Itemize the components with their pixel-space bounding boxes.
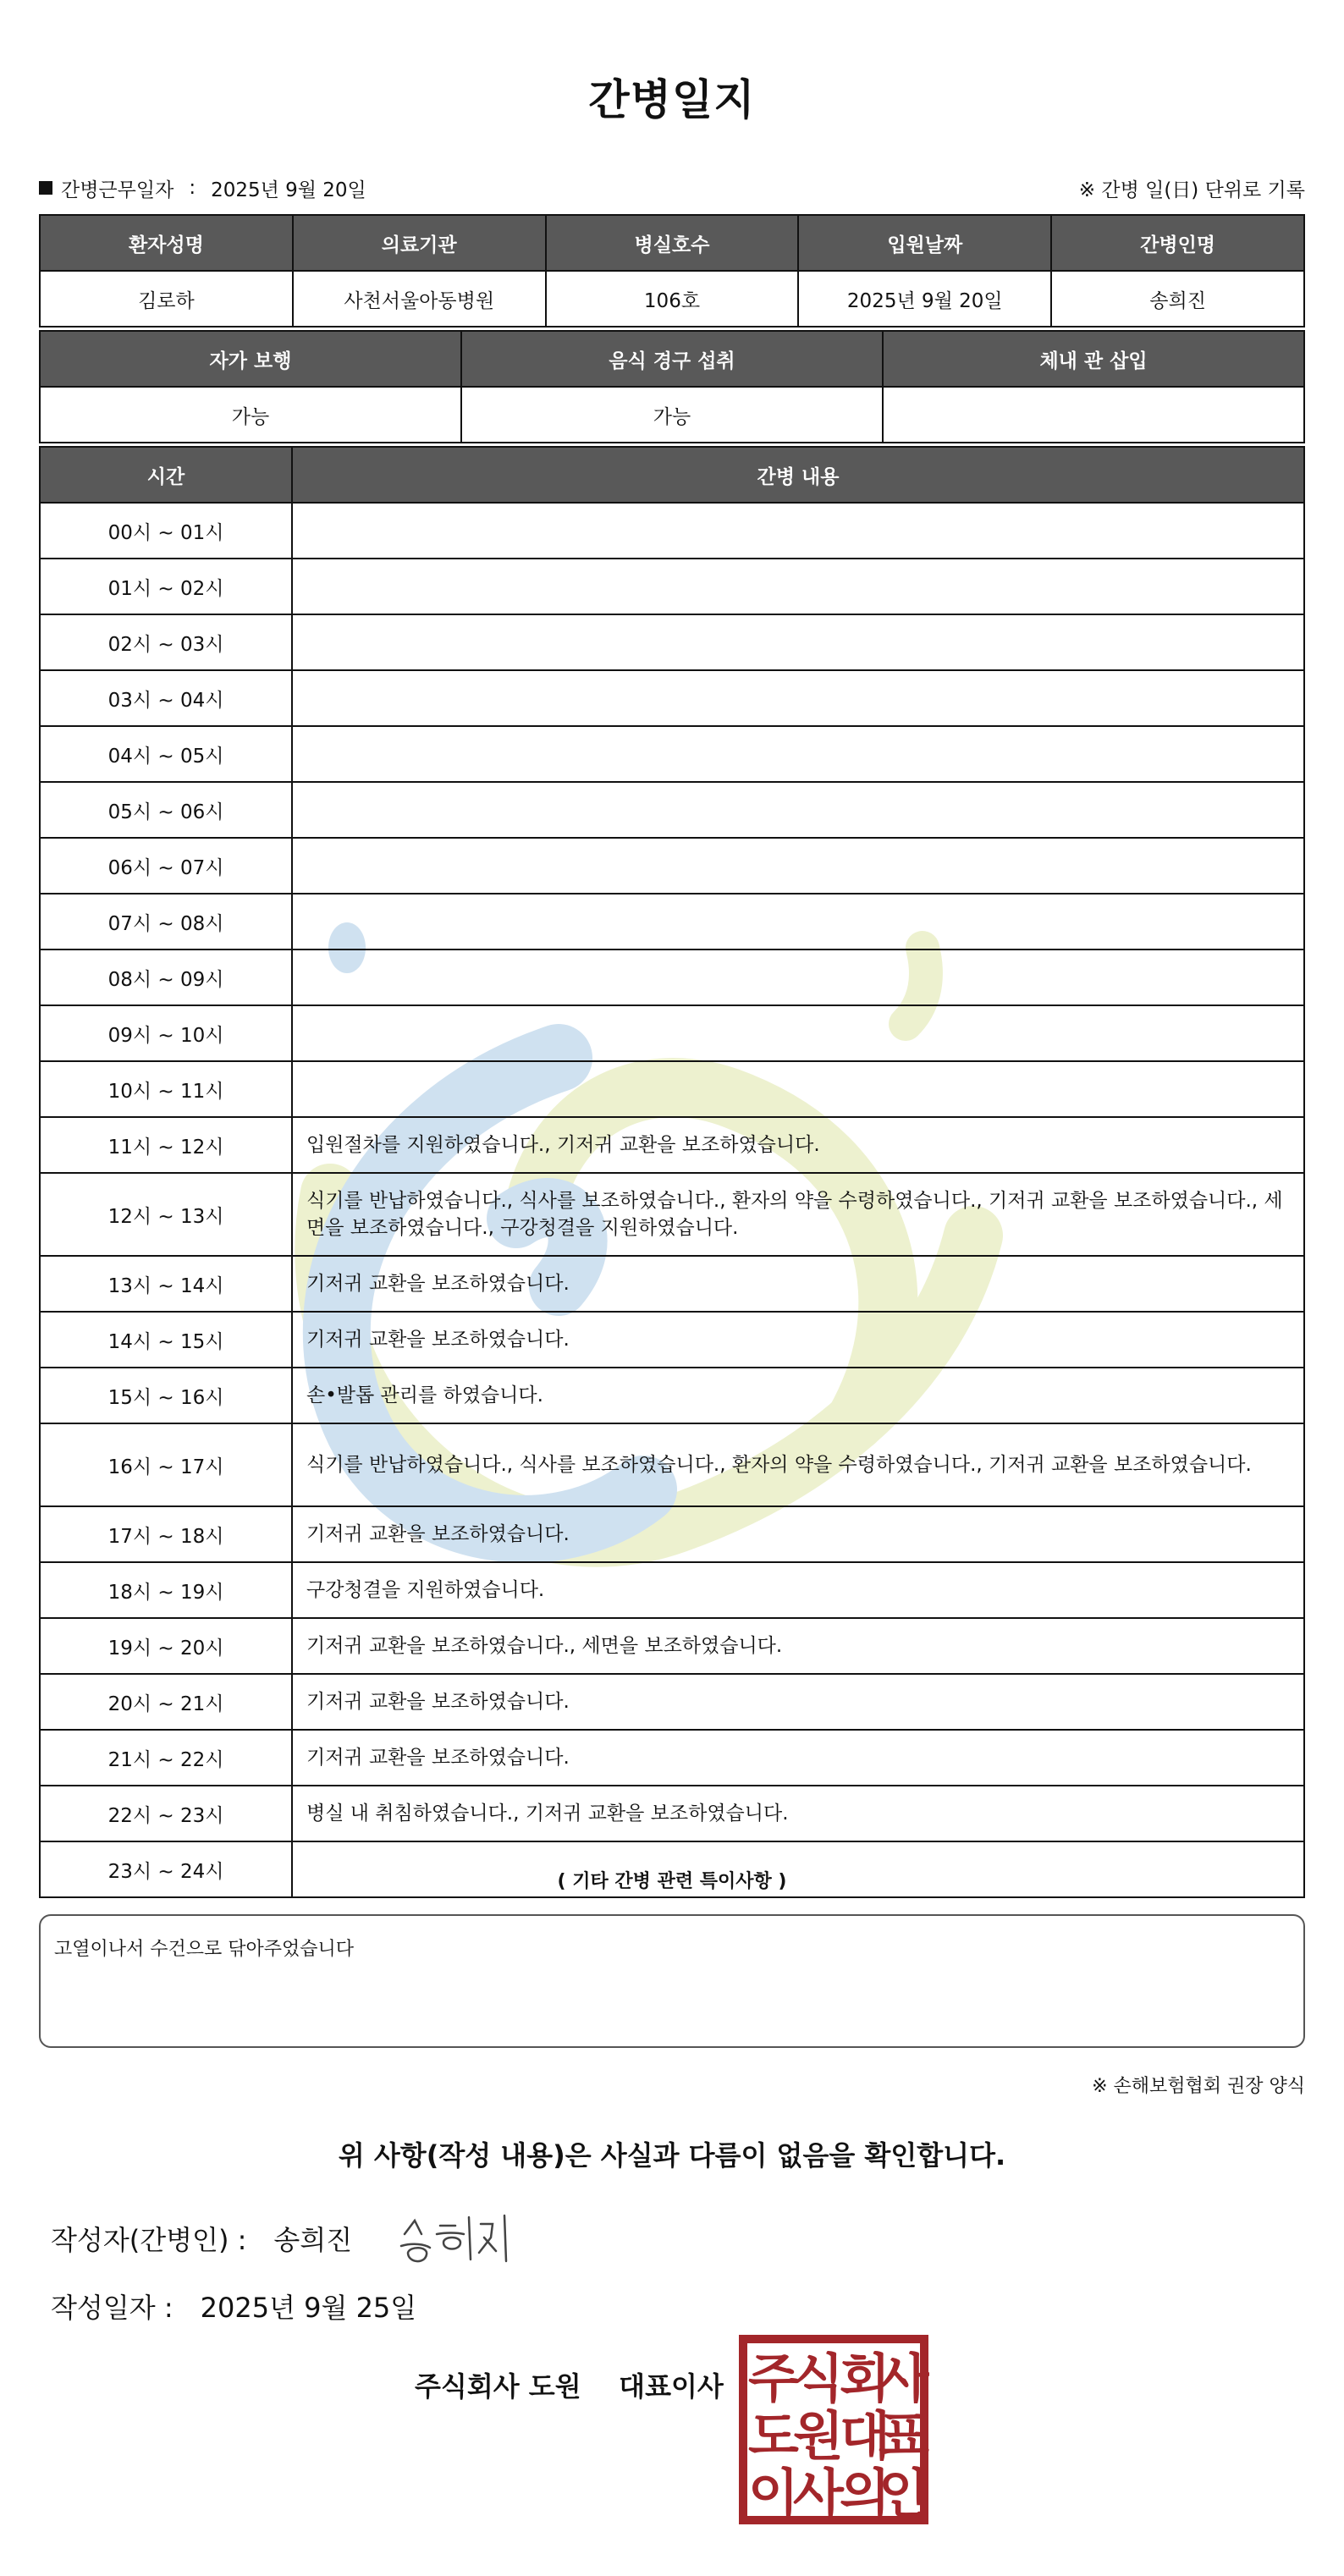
table-row bbox=[40, 949, 1304, 1005]
table-row bbox=[40, 559, 1304, 614]
caregiver: 송희진 bbox=[1051, 271, 1304, 327]
care-log-body bbox=[40, 503, 1304, 1897]
header-admission-date: 입원날짜 bbox=[798, 215, 1051, 271]
table-row bbox=[40, 1061, 1304, 1117]
patient-info-table bbox=[39, 214, 1305, 328]
company-seal bbox=[738, 2334, 929, 2525]
time-cell: 15시 ~ 16시 bbox=[40, 1368, 292, 1423]
tube-value bbox=[883, 387, 1304, 443]
svg-text:원: 원 bbox=[793, 2405, 844, 2467]
header-tube: 체내 관 삽입 bbox=[883, 331, 1304, 387]
oral-intake-value: 가능 bbox=[461, 387, 883, 443]
time-cell: 11시 ~ 12시 bbox=[40, 1117, 292, 1173]
svg-text:주: 주 bbox=[748, 2348, 799, 2409]
recommended-form-note: ※ 손해보험협회 권장 양식 bbox=[1092, 2076, 1305, 2097]
time-cell: 08시 ~ 09시 bbox=[40, 949, 292, 1005]
care-content-cell: 기저귀 교환을 보조하였습니다., 세면을 보조하였습니다. bbox=[292, 1618, 1304, 1674]
time-cell: 09시 ~ 10시 bbox=[40, 1005, 292, 1061]
care-content-cell bbox=[292, 782, 1304, 838]
special-notes-box bbox=[39, 1914, 1305, 2048]
time-cell: 02시 ~ 03시 bbox=[40, 614, 292, 670]
header-care-content: 간병 내용 bbox=[292, 447, 1304, 503]
admission-date: 2025년 9월 20일 bbox=[798, 271, 1051, 327]
special-notes-title: ( 기타 간병 관련 특이사항 ) bbox=[557, 1871, 787, 1892]
table-row bbox=[40, 614, 1304, 670]
svg-text:회: 회 bbox=[840, 2348, 890, 2409]
written-date-label: 작성일자 : bbox=[51, 2292, 174, 2324]
header-caregiver: 간병인명 bbox=[1051, 215, 1304, 271]
writer-name: 송희진 bbox=[273, 2224, 353, 2256]
handwritten-signature bbox=[396, 2209, 523, 2276]
patient-name: 김로하 bbox=[40, 271, 293, 327]
header-walking: 자가 보행 bbox=[40, 331, 461, 387]
writer-label: 작성자(간병인) : bbox=[51, 2224, 247, 2256]
time-cell: 03시 ~ 04시 bbox=[40, 670, 292, 726]
care-content-cell: 병실 내 취침하였습니다., 기저귀 교환을 보조하였습니다. bbox=[292, 1786, 1304, 1841]
table-row bbox=[40, 726, 1304, 782]
svg-text:사: 사 bbox=[793, 2463, 844, 2524]
time-cell: 17시 ~ 18시 bbox=[40, 1506, 292, 1562]
care-content-cell bbox=[292, 503, 1304, 559]
time-cell: 22시 ~ 23시 bbox=[40, 1786, 292, 1841]
header-time: 시간 bbox=[40, 447, 292, 503]
care-content-cell: 기저귀 교환을 보조하였습니다. bbox=[292, 1256, 1304, 1312]
svg-text:도: 도 bbox=[748, 2405, 799, 2467]
table-row bbox=[40, 894, 1304, 949]
time-cell: 21시 ~ 22시 bbox=[40, 1730, 292, 1786]
special-notes-text: 고열이나서 수건으로 닦아주었습니다 bbox=[54, 1939, 355, 1960]
time-cell: 16시 ~ 17시 bbox=[40, 1423, 292, 1506]
svg-text:의: 의 bbox=[840, 2463, 890, 2524]
table-row bbox=[40, 1005, 1304, 1061]
table-row bbox=[40, 1562, 1304, 1618]
care-content-cell bbox=[292, 559, 1304, 614]
company-representative: 주식회사 도원 대표이사 bbox=[415, 2370, 724, 2403]
room: 106호 bbox=[546, 271, 799, 327]
table-row bbox=[40, 1173, 1304, 1256]
time-cell: 19시 ~ 20시 bbox=[40, 1618, 292, 1674]
time-cell: 14시 ~ 15시 bbox=[40, 1312, 292, 1368]
care-content-cell bbox=[292, 1005, 1304, 1061]
time-cell: 00시 ~ 01시 bbox=[40, 503, 292, 559]
hospital: 사천서울아동병원 bbox=[293, 271, 546, 327]
date-label: 간병근무일자 bbox=[61, 179, 174, 201]
time-cell: 06시 ~ 07시 bbox=[40, 838, 292, 894]
care-content-cell: 식기를 반납하였습니다., 식사를 보조하였습니다., 환자의 약을 수령하였습니다., 기저귀 교환을 보조하였습니다. bbox=[292, 1423, 1304, 1506]
table-row bbox=[40, 782, 1304, 838]
table-row bbox=[40, 1674, 1304, 1730]
condition-table bbox=[39, 330, 1305, 443]
written-date: 2025년 9월 25일 bbox=[200, 2292, 417, 2324]
care-content-cell: 손•발톱 관리를 하였습니다. bbox=[292, 1368, 1304, 1423]
square-bullet-icon bbox=[39, 181, 52, 195]
svg-text:식: 식 bbox=[793, 2348, 844, 2409]
care-content-cell: 기저귀 교환을 보조하였습니다. bbox=[292, 1312, 1304, 1368]
care-content-cell bbox=[292, 726, 1304, 782]
time-cell: 12시 ~ 13시 bbox=[40, 1173, 292, 1256]
table-row bbox=[40, 1423, 1304, 1506]
svg-text:표: 표 bbox=[879, 2405, 929, 2467]
care-content-cell: 기저귀 교환을 보조하였습니다. bbox=[292, 1730, 1304, 1786]
table-row bbox=[40, 838, 1304, 894]
time-cell: 04시 ~ 05시 bbox=[40, 726, 292, 782]
time-cell: 05시 ~ 06시 bbox=[40, 782, 292, 838]
table-row bbox=[40, 1117, 1304, 1173]
svg-text:대: 대 bbox=[840, 2405, 890, 2467]
writer-line bbox=[51, 2219, 352, 2258]
care-content-cell bbox=[292, 1061, 1304, 1117]
table-row bbox=[40, 1786, 1304, 1841]
time-cell: 10시 ~ 11시 bbox=[40, 1061, 292, 1117]
care-content-cell: 입원절차를 지원하였습니다., 기저귀 교환을 보조하였습니다. bbox=[292, 1117, 1304, 1173]
header-room: 병실호수 bbox=[546, 215, 799, 271]
care-content-cell bbox=[292, 614, 1304, 670]
table-row bbox=[40, 1312, 1304, 1368]
written-date-line bbox=[51, 2287, 416, 2326]
walking-value: 가능 bbox=[40, 387, 461, 443]
table-row bbox=[40, 1730, 1304, 1786]
time-cell: 18시 ~ 19시 bbox=[40, 1562, 292, 1618]
table-row bbox=[40, 1368, 1304, 1423]
table-row bbox=[40, 1618, 1304, 1674]
time-cell: 13시 ~ 14시 bbox=[40, 1256, 292, 1312]
care-content-cell bbox=[292, 838, 1304, 894]
care-content-cell: 기저귀 교환을 보조하였습니다. bbox=[292, 1506, 1304, 1562]
table-row bbox=[40, 670, 1304, 726]
header-hospital: 의료기관 bbox=[293, 215, 546, 271]
table-row bbox=[40, 503, 1304, 559]
care-content-cell bbox=[292, 894, 1304, 949]
confirmation-statement: 위 사항(작성 내용)은 사실과 다름이 없음을 확인합니다. bbox=[338, 2139, 1006, 2171]
care-content-cell bbox=[292, 670, 1304, 726]
table-row bbox=[40, 1506, 1304, 1562]
time-cell: 23시 ~ 24시 bbox=[40, 1841, 292, 1897]
svg-text:이: 이 bbox=[748, 2463, 799, 2524]
time-cell: 01시 ~ 02시 bbox=[40, 559, 292, 614]
page-title: 간병일지 bbox=[588, 75, 756, 124]
header-oral-intake: 음식 경구 섭취 bbox=[461, 331, 883, 387]
date-sep: : bbox=[189, 177, 196, 199]
time-cell: 07시 ~ 08시 bbox=[40, 894, 292, 949]
care-content-cell: 식기를 반납하였습니다., 식사를 보조하였습니다., 환자의 약을 수령하였습니다., 기저귀 교환을 보조하였습니다., 세면을 보조하였습니다., 구강청결을 지원하였습니다. bbox=[292, 1173, 1304, 1256]
care-content-cell: 구강청결을 지원하였습니다. bbox=[292, 1562, 1304, 1618]
care-content-cell: 기저귀 교환을 보조하였습니다. bbox=[292, 1674, 1304, 1730]
unit-note: ※ 간병 일(日) 단위로 기록 bbox=[1078, 179, 1305, 201]
table-row bbox=[40, 1256, 1304, 1312]
care-content-cell bbox=[292, 949, 1304, 1005]
time-cell: 20시 ~ 21시 bbox=[40, 1674, 292, 1730]
header-patient-name: 환자성명 bbox=[40, 215, 293, 271]
care-log-table bbox=[39, 446, 1305, 1898]
meta-line bbox=[39, 171, 1305, 205]
svg-text:인: 인 bbox=[879, 2463, 929, 2524]
date-value: 2025년 9월 20일 bbox=[211, 179, 366, 201]
svg-text:사: 사 bbox=[879, 2348, 929, 2409]
